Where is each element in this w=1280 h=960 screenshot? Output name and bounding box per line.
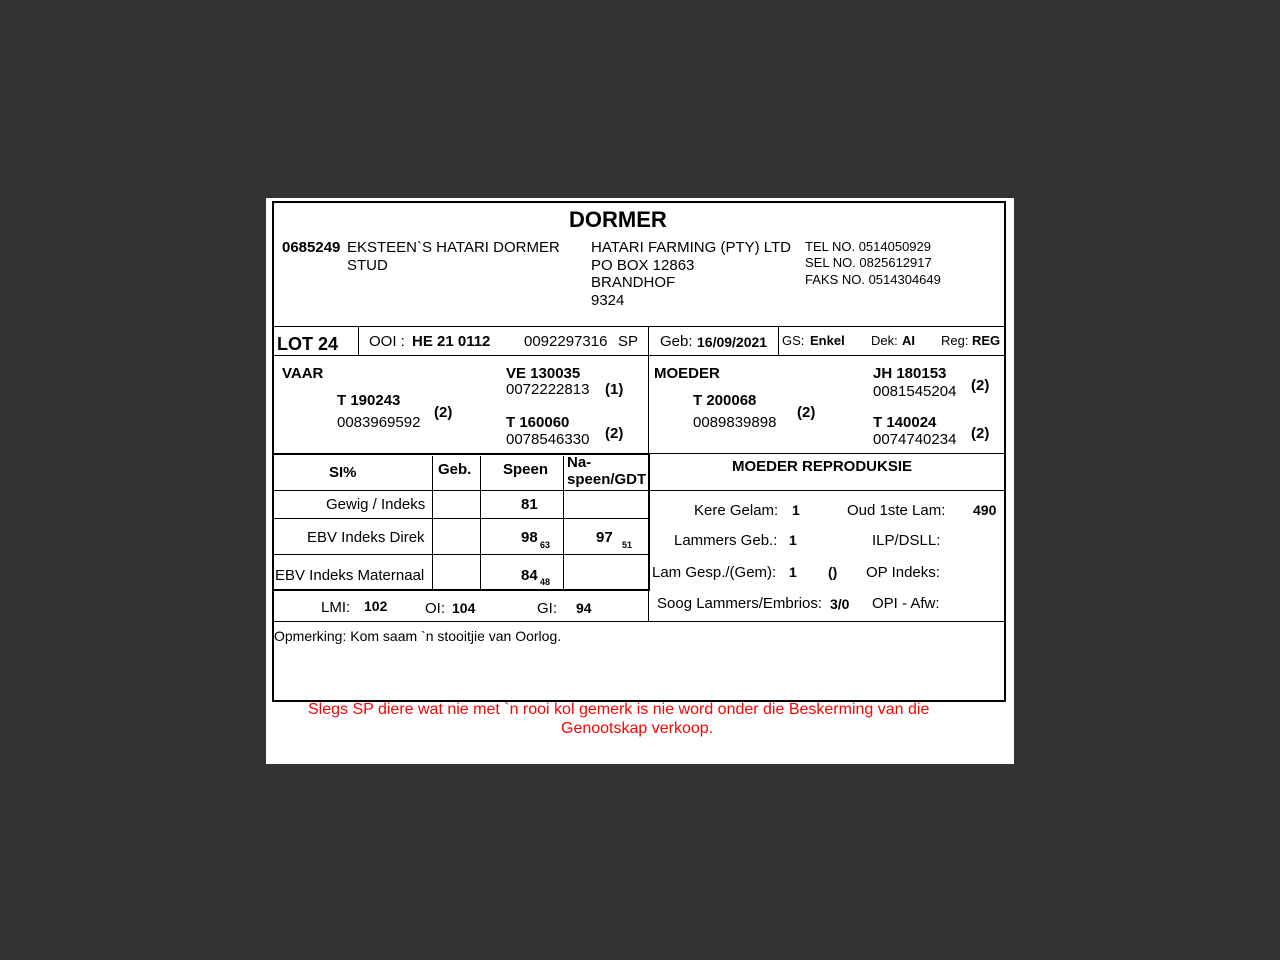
row-gewig-speen: 81 bbox=[521, 496, 538, 513]
oud-1ste-lam-label: Oud 1ste Lam: bbox=[847, 502, 946, 519]
row-gewig-label: Gewig / Indeks bbox=[326, 496, 426, 513]
company-po-box: PO BOX 12863 bbox=[591, 257, 695, 274]
gi-value: 94 bbox=[576, 600, 592, 616]
company-town: BRANDHOF bbox=[591, 274, 676, 291]
birth-date-value: 16/09/2021 bbox=[697, 334, 768, 350]
divider bbox=[648, 454, 650, 591]
ilp-dsll-label: ILP/DSLL: bbox=[872, 532, 941, 549]
animal-reg-number: 0092297316 bbox=[524, 333, 608, 350]
footer-notice-line2: Genootskap verkoop. bbox=[561, 720, 714, 737]
lammers-geb-label: Lammers Geb.: bbox=[674, 532, 778, 549]
sire-sire-code: (1) bbox=[605, 381, 624, 398]
divider bbox=[273, 453, 650, 455]
row-ebv-direk-speen: 98 bbox=[521, 529, 538, 546]
divider bbox=[778, 327, 779, 355]
divider bbox=[273, 621, 1004, 622]
dam-code: (2) bbox=[797, 404, 816, 421]
lammers-geb-value: 1 bbox=[789, 532, 797, 548]
divider bbox=[648, 591, 649, 621]
gs-value: Enkel bbox=[810, 333, 845, 348]
divider bbox=[563, 456, 564, 589]
naspeen-header-line2: speen/GDT bbox=[567, 471, 647, 488]
moeder-label: MOEDER bbox=[654, 365, 720, 382]
dam-number: 0089839898 bbox=[693, 414, 777, 431]
breed-title: DORMER bbox=[569, 207, 667, 232]
divider bbox=[648, 327, 649, 453]
ooi-value: HE 21 0112 bbox=[412, 333, 491, 350]
divider bbox=[273, 554, 648, 555]
geb-header: Geb. bbox=[438, 461, 472, 478]
stud-name-line1: EKSTEEN`S HATARI DORMER bbox=[347, 239, 560, 256]
row-ebv-direk-naspeen-sub: 51 bbox=[622, 540, 633, 550]
row-ebv-maternaal-speen-sub: 48 bbox=[540, 577, 551, 587]
dam-dam-number: 0074740234 bbox=[873, 431, 957, 448]
soog-lammers-value: 3/0 bbox=[830, 596, 850, 612]
tel-number: TEL NO. 0514050929 bbox=[805, 239, 931, 254]
divider bbox=[273, 518, 648, 519]
divider bbox=[358, 327, 359, 355]
dam-sire-code: (2) bbox=[971, 377, 990, 394]
birth-date-label: Geb: bbox=[660, 333, 693, 350]
sire-sire-number: 0072222813 bbox=[506, 381, 590, 398]
lam-gesp-average: () bbox=[828, 564, 838, 580]
divider bbox=[273, 589, 650, 591]
divider bbox=[650, 490, 1004, 491]
speen-header: Speen bbox=[503, 461, 549, 478]
sire-id: T 190243 bbox=[337, 392, 401, 409]
dam-dam-id: T 140024 bbox=[873, 414, 937, 431]
row-ebv-direk-label: EBV Indeks Direk bbox=[307, 529, 425, 546]
divider bbox=[273, 326, 1004, 327]
sire-code: (2) bbox=[434, 404, 453, 421]
gi-label: GI: bbox=[537, 600, 558, 617]
divider bbox=[273, 490, 648, 491]
vaar-label: VAAR bbox=[282, 365, 324, 382]
oi-value: 104 bbox=[452, 600, 476, 616]
dam-sire-id: JH 180153 bbox=[873, 365, 947, 382]
row-ebv-maternaal-speen: 84 bbox=[521, 567, 538, 584]
row-ebv-direk-speen-sub: 63 bbox=[540, 540, 551, 550]
divider bbox=[432, 456, 433, 589]
sire-dam-code: (2) bbox=[605, 425, 624, 442]
dek-value: AI bbox=[902, 333, 915, 348]
stud-name-line2: STUD bbox=[347, 257, 388, 274]
company-code: 9324 bbox=[591, 292, 625, 309]
sel-number: SEL NO. 0825612917 bbox=[805, 255, 932, 270]
dek-label: Dek: bbox=[871, 333, 898, 348]
oud-1ste-lam-value: 490 bbox=[973, 502, 997, 518]
oi-label: OI: bbox=[425, 600, 446, 617]
naspeen-header-line1: Na- bbox=[567, 454, 592, 471]
ooi-label: OOI : bbox=[369, 333, 405, 350]
faks-number: FAKS NO. 0514304649 bbox=[805, 272, 941, 287]
lmi-value: 102 bbox=[364, 598, 388, 614]
divider bbox=[650, 453, 1004, 454]
owner-id: 0685249 bbox=[282, 239, 341, 256]
reg-value: REG bbox=[972, 333, 1001, 348]
reproduction-title: MOEDER REPRODUKSIE bbox=[732, 458, 913, 475]
remark: Opmerking: Kom saam `n stooitjie van Oorlog. bbox=[274, 628, 562, 644]
lmi-label: LMI: bbox=[321, 599, 351, 616]
opi-afw-label: OPI - Afw: bbox=[872, 595, 940, 612]
row-ebv-maternaal-label: EBV Indeks Maternaal bbox=[275, 567, 425, 584]
kere-gelam-value: 1 bbox=[792, 502, 800, 518]
reg-label: Reg: bbox=[941, 333, 969, 348]
lam-gesp-label: Lam Gesp./(Gem): bbox=[652, 564, 777, 581]
gs-label: GS: bbox=[782, 333, 805, 348]
dam-sire-number: 0081545204 bbox=[873, 383, 957, 400]
sire-sire-id: VE 130035 bbox=[506, 365, 581, 382]
sire-number: 0083969592 bbox=[337, 414, 421, 431]
lam-gesp-value: 1 bbox=[789, 564, 797, 580]
row-ebv-direk-naspeen: 97 bbox=[596, 529, 613, 546]
sire-dam-number: 0078546330 bbox=[506, 431, 590, 448]
sp-status: SP bbox=[618, 333, 639, 350]
company-name: HATARI FARMING (PTY) LTD bbox=[591, 239, 792, 256]
divider bbox=[480, 456, 481, 589]
footer-notice-line1: Slegs SP diere wat nie met `n rooi kol gemerk is nie word onder die Beskerming van die bbox=[308, 701, 930, 718]
soog-lammers-label: Soog Lammers/Embrios: bbox=[657, 595, 823, 612]
dam-id: T 200068 bbox=[693, 392, 757, 409]
lot-number: LOT 24 bbox=[277, 334, 339, 354]
divider bbox=[273, 355, 1004, 356]
dam-dam-code: (2) bbox=[971, 425, 990, 442]
sire-dam-id: T 160060 bbox=[506, 414, 570, 431]
op-indeks-label: OP Indeks: bbox=[866, 564, 940, 581]
kere-gelam-label: Kere Gelam: bbox=[694, 502, 779, 519]
si-header: SI% bbox=[329, 464, 357, 481]
